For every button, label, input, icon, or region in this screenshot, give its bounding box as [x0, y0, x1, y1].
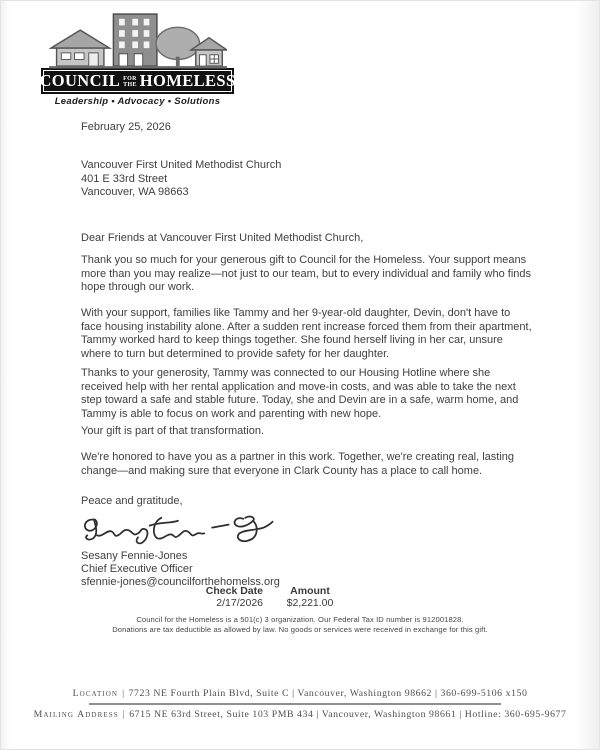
- recipient-address: [81, 159, 281, 200]
- signer-name: Sesany Fennie-Jones: [81, 550, 188, 562]
- body-paragraph: Your gift is part of that transformation.: [81, 425, 265, 437]
- signer-title: Chief Executive Officer: [81, 563, 193, 576]
- letterhead-logo: [41, 12, 234, 107]
- org-name-banner: [41, 68, 234, 94]
- org-name-for-the: FOR THE: [123, 75, 137, 88]
- logo-buildings-icon: [49, 12, 227, 71]
- footer-mailing-label: Mailing Address: [33, 709, 119, 720]
- org-tagline: Leadership • Advocacy • Solutions: [54, 96, 221, 107]
- tax-fine-print: [1, 615, 599, 635]
- org-name-word-homeless: HOMELESS: [139, 71, 236, 90]
- footer-location-label: Location: [72, 688, 119, 699]
- gift-table-header-check-date: Check Date: [205, 585, 263, 597]
- footer-divider: [89, 703, 501, 705]
- body-paragraph: Thanks to your generosity, Tammy was connected to our Housing Hotline where she received help with her rental application and move-in costs, and was able to take the next step toward a safe and stable future. Today, she and Devin are in a safe, warm home, and Tammy is able to focus on work and parenting with new hope.: [81, 367, 519, 420]
- signer-block: [81, 550, 280, 590]
- footer-location-text: 7723 NE Fourth Plain Blvd, Suite C | Vancouver, Washington 98662 | 360-699-5106 x150: [128, 688, 528, 699]
- body-paragraph: With your support, families like Tammy and her 9-year-old daughter, Devin, don't have to face housing instability alone. After a sudden rent increase forced them from their apartment, Tammy worked hard to keep things together. She found herself living in her car, unsure where to turn but determined to provide safety for her daughter.: [81, 307, 532, 360]
- gift-table: [197, 585, 341, 609]
- signature-image: [79, 511, 275, 550]
- recipient-line: 401 E 33rd Street: [81, 172, 168, 185]
- body-paragraph: We're honored to have you as a partner in this work. Together, we're creating real, lasting change—and making sure that everyone in Clark County has a place to call home.: [81, 451, 515, 477]
- footer-mailing-line: [1, 709, 599, 720]
- footer-mailing-text: 6715 NE 63rd Street, Suite 103 PMB 434 | Vancouver, Washington 98661 | Hotline: 360-695-9677: [129, 709, 567, 720]
- recipient-line: Vancouver, WA 98663: [81, 186, 189, 198]
- signer-email: sfennie-jones@councilforthehomelss.org: [81, 576, 280, 589]
- fine-print-line: Council for the Homeless is a 501(c) 3 organization. Our Federal Tax ID number is 912001828.: [136, 615, 464, 624]
- gift-check-date-value: 2/17/2026: [216, 597, 263, 609]
- salutation: Dear Friends at Vancouver First United Methodist Church,: [81, 232, 364, 244]
- recipient-line: Vancouver First United Methodist Church: [81, 159, 282, 171]
- letter-date: February 25, 2026: [81, 121, 171, 133]
- footer-location-line: [1, 688, 599, 699]
- fine-print-line: Donations are tax deductible as allowed by law. No goods or services were received in exchange for this gift.: [112, 625, 488, 634]
- closing-line: Peace and gratitude,: [81, 495, 183, 507]
- gift-table-header-amount: Amount: [290, 585, 330, 597]
- footer-separator: |: [122, 709, 126, 720]
- org-name-word-council: COUNCIL: [39, 71, 121, 90]
- gift-amount-value: $2,221.00: [286, 597, 334, 609]
- body-paragraph: Thank you so much for your generous gift to Council for the Homeless. Your support means more than you may realize—not just to our team, but to every individual and family who finds hope through our work.: [81, 254, 532, 293]
- footer-separator: |: [122, 688, 125, 699]
